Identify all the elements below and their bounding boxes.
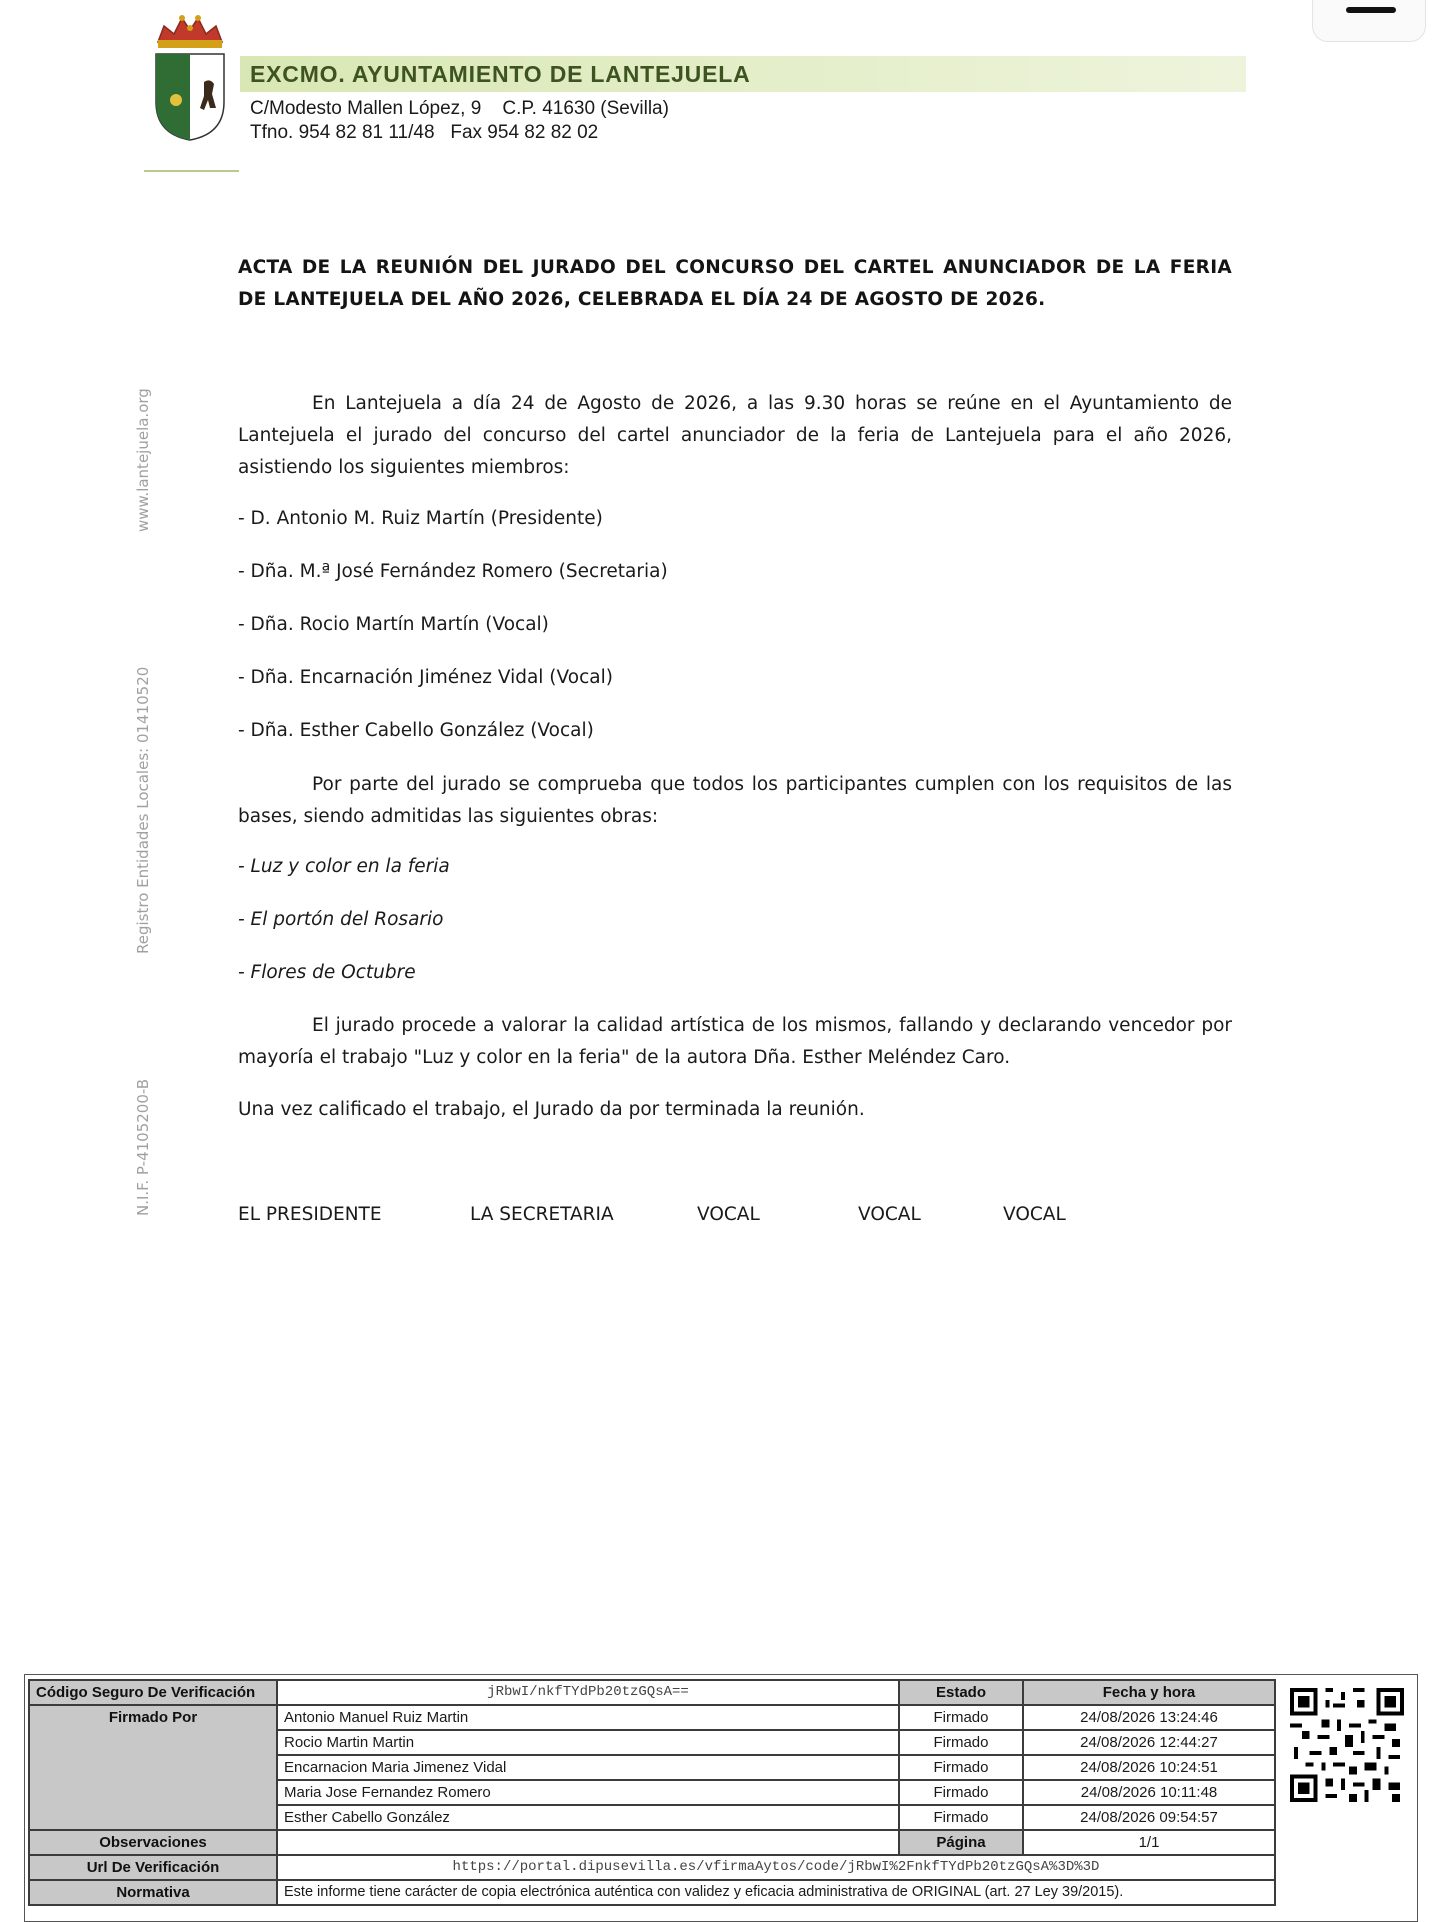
verification-paragraph: Por parte del jurado se comprueba que todos los participantes cumplen con los requisitos de las bases, siendo admitidas las siguientes obras: [238,774,1232,827]
signer-name: Esther Cabello González [277,1805,899,1830]
address-line: C/Modesto Mallen López, 9 C.P. 41630 (Sevilla) [250,98,669,119]
qr-code-icon [1290,1688,1404,1802]
signer-status: Firmado [899,1780,1023,1805]
table-row [29,1880,1275,1905]
estado-header: Estado [899,1680,1023,1705]
observaciones-value [277,1830,899,1855]
firmado-label: Firmado Por [29,1705,277,1830]
side-registry: Registro Entidades Locales: 01410520 [134,666,152,954]
signer-name: Encarnacion Maria Jimenez Vidal [277,1755,899,1780]
signer-datetime: 24/08/2026 10:11:48 [1023,1780,1275,1805]
closing-line: Una vez calificado el trabajo, el Jurado da por terminada la reunión. [238,1099,865,1120]
municipal-crest-logo [150,12,230,142]
signer-datetime: 24/08/2026 09:54:57 [1023,1805,1275,1830]
work-item: - El portón del Rosario [238,909,444,930]
url-label: Url De Verificación [29,1855,277,1880]
signer-status: Firmado [899,1705,1023,1730]
header-divider [144,170,239,172]
signature-vocal: VOCAL [1003,1204,1066,1225]
member-item: - Dña. Encarnación Jiménez Vidal (Vocal) [238,667,613,688]
signer-name: Maria Jose Fernandez Romero [277,1780,899,1805]
work-item: - Luz y color en la feria [238,856,450,877]
signer-datetime: 24/08/2026 13:24:46 [1023,1705,1275,1730]
member-item: - D. Antonio M. Ruiz Martín (Presidente) [238,508,603,529]
signer-datetime: 24/08/2026 10:24:51 [1023,1755,1275,1780]
observaciones-label: Observaciones [29,1830,277,1855]
signature-presidente: EL PRESIDENTE [238,1204,382,1225]
member-item: - Dña. Esther Cabello González (Vocal) [238,720,594,741]
member-item: - Dña. M.ª José Fernández Romero (Secretaria) [238,561,668,582]
verdict-paragraph: El jurado procede a valorar la calidad artística de los mismos, fallando y declarando vencedor por mayoría el trabajo "Luz y color en la feria" de la autora Dña. Esther Meléndez Caro. [238,1015,1232,1068]
pagina-value: 1/1 [1023,1830,1275,1855]
signature-vocal: VOCAL [858,1204,921,1225]
signer-datetime: 24/08/2026 12:44:27 [1023,1730,1275,1755]
code-label: Código Seguro De Verificación [29,1680,277,1705]
verification-code: jRbwI/nkfTYdPb20tzGQsA== [277,1680,899,1705]
signature-vocal: VOCAL [697,1204,760,1225]
side-website: www.lantejuela.org [134,388,152,532]
fecha-header: Fecha y hora [1023,1680,1275,1705]
intro-paragraph: En Lantejuela a día 24 de Agosto de 2026, a las 9.30 horas se reúne en el Ayuntamiento de Lantejuela el jurado del concurso del cartel anunciador de la feria de Lantejuela para el año 2026, asistiendo los siguientes miembros: [238,393,1232,478]
menu-handle[interactable] [1312,0,1426,42]
table-row [29,1830,1275,1855]
verification-table [28,1679,1276,1906]
institution-title: EXCMO. AYUNTAMIENTO DE LANTEJUELA [250,61,751,87]
work-item: - Flores de Octubre [238,962,416,983]
table-row [29,1855,1275,1880]
document-title: ACTA DE LA REUNIÓN DEL JURADO DEL CONCURSO DEL CARTEL ANUNCIADOR DE LA FERIA DE LANTEJUELA DEL AÑO 2026, CELEBRADA EL DÍA 24 DE AGOSTO DE 2026. [238,257,1232,310]
handle-bar-icon [1346,7,1396,13]
signer-name: Rocio Martin Martin [277,1730,899,1755]
side-nif: N.I.F. P-4105200-B [134,1078,152,1216]
phone-line: Tfno. 954 82 81 11/48 Fax 954 82 82 02 [250,122,599,143]
normativa-text: Este informe tiene carácter de copia electrónica auténtica con validez y eficacia administrativa de ORIGINAL (art. 27 Ley 39/2015). [277,1880,1275,1905]
signer-status: Firmado [899,1730,1023,1755]
member-item: - Dña. Rocio Martín Martín (Vocal) [238,614,549,635]
table-row [29,1680,1275,1705]
table-row [29,1705,1275,1730]
normativa-label: Normativa [29,1880,277,1905]
signer-status: Firmado [899,1805,1023,1830]
signer-name: Antonio Manuel Ruiz Martin [277,1705,899,1730]
signature-secretaria: LA SECRETARIA [470,1204,614,1225]
signer-status: Firmado [899,1755,1023,1780]
verification-url-link[interactable]: https://portal.dipusevilla.es/vfirmaAytos/code/jRbwI%2FnkfTYdPb20tzGQsA%3D%3D [277,1855,1275,1880]
pagina-label: Página [899,1830,1023,1855]
